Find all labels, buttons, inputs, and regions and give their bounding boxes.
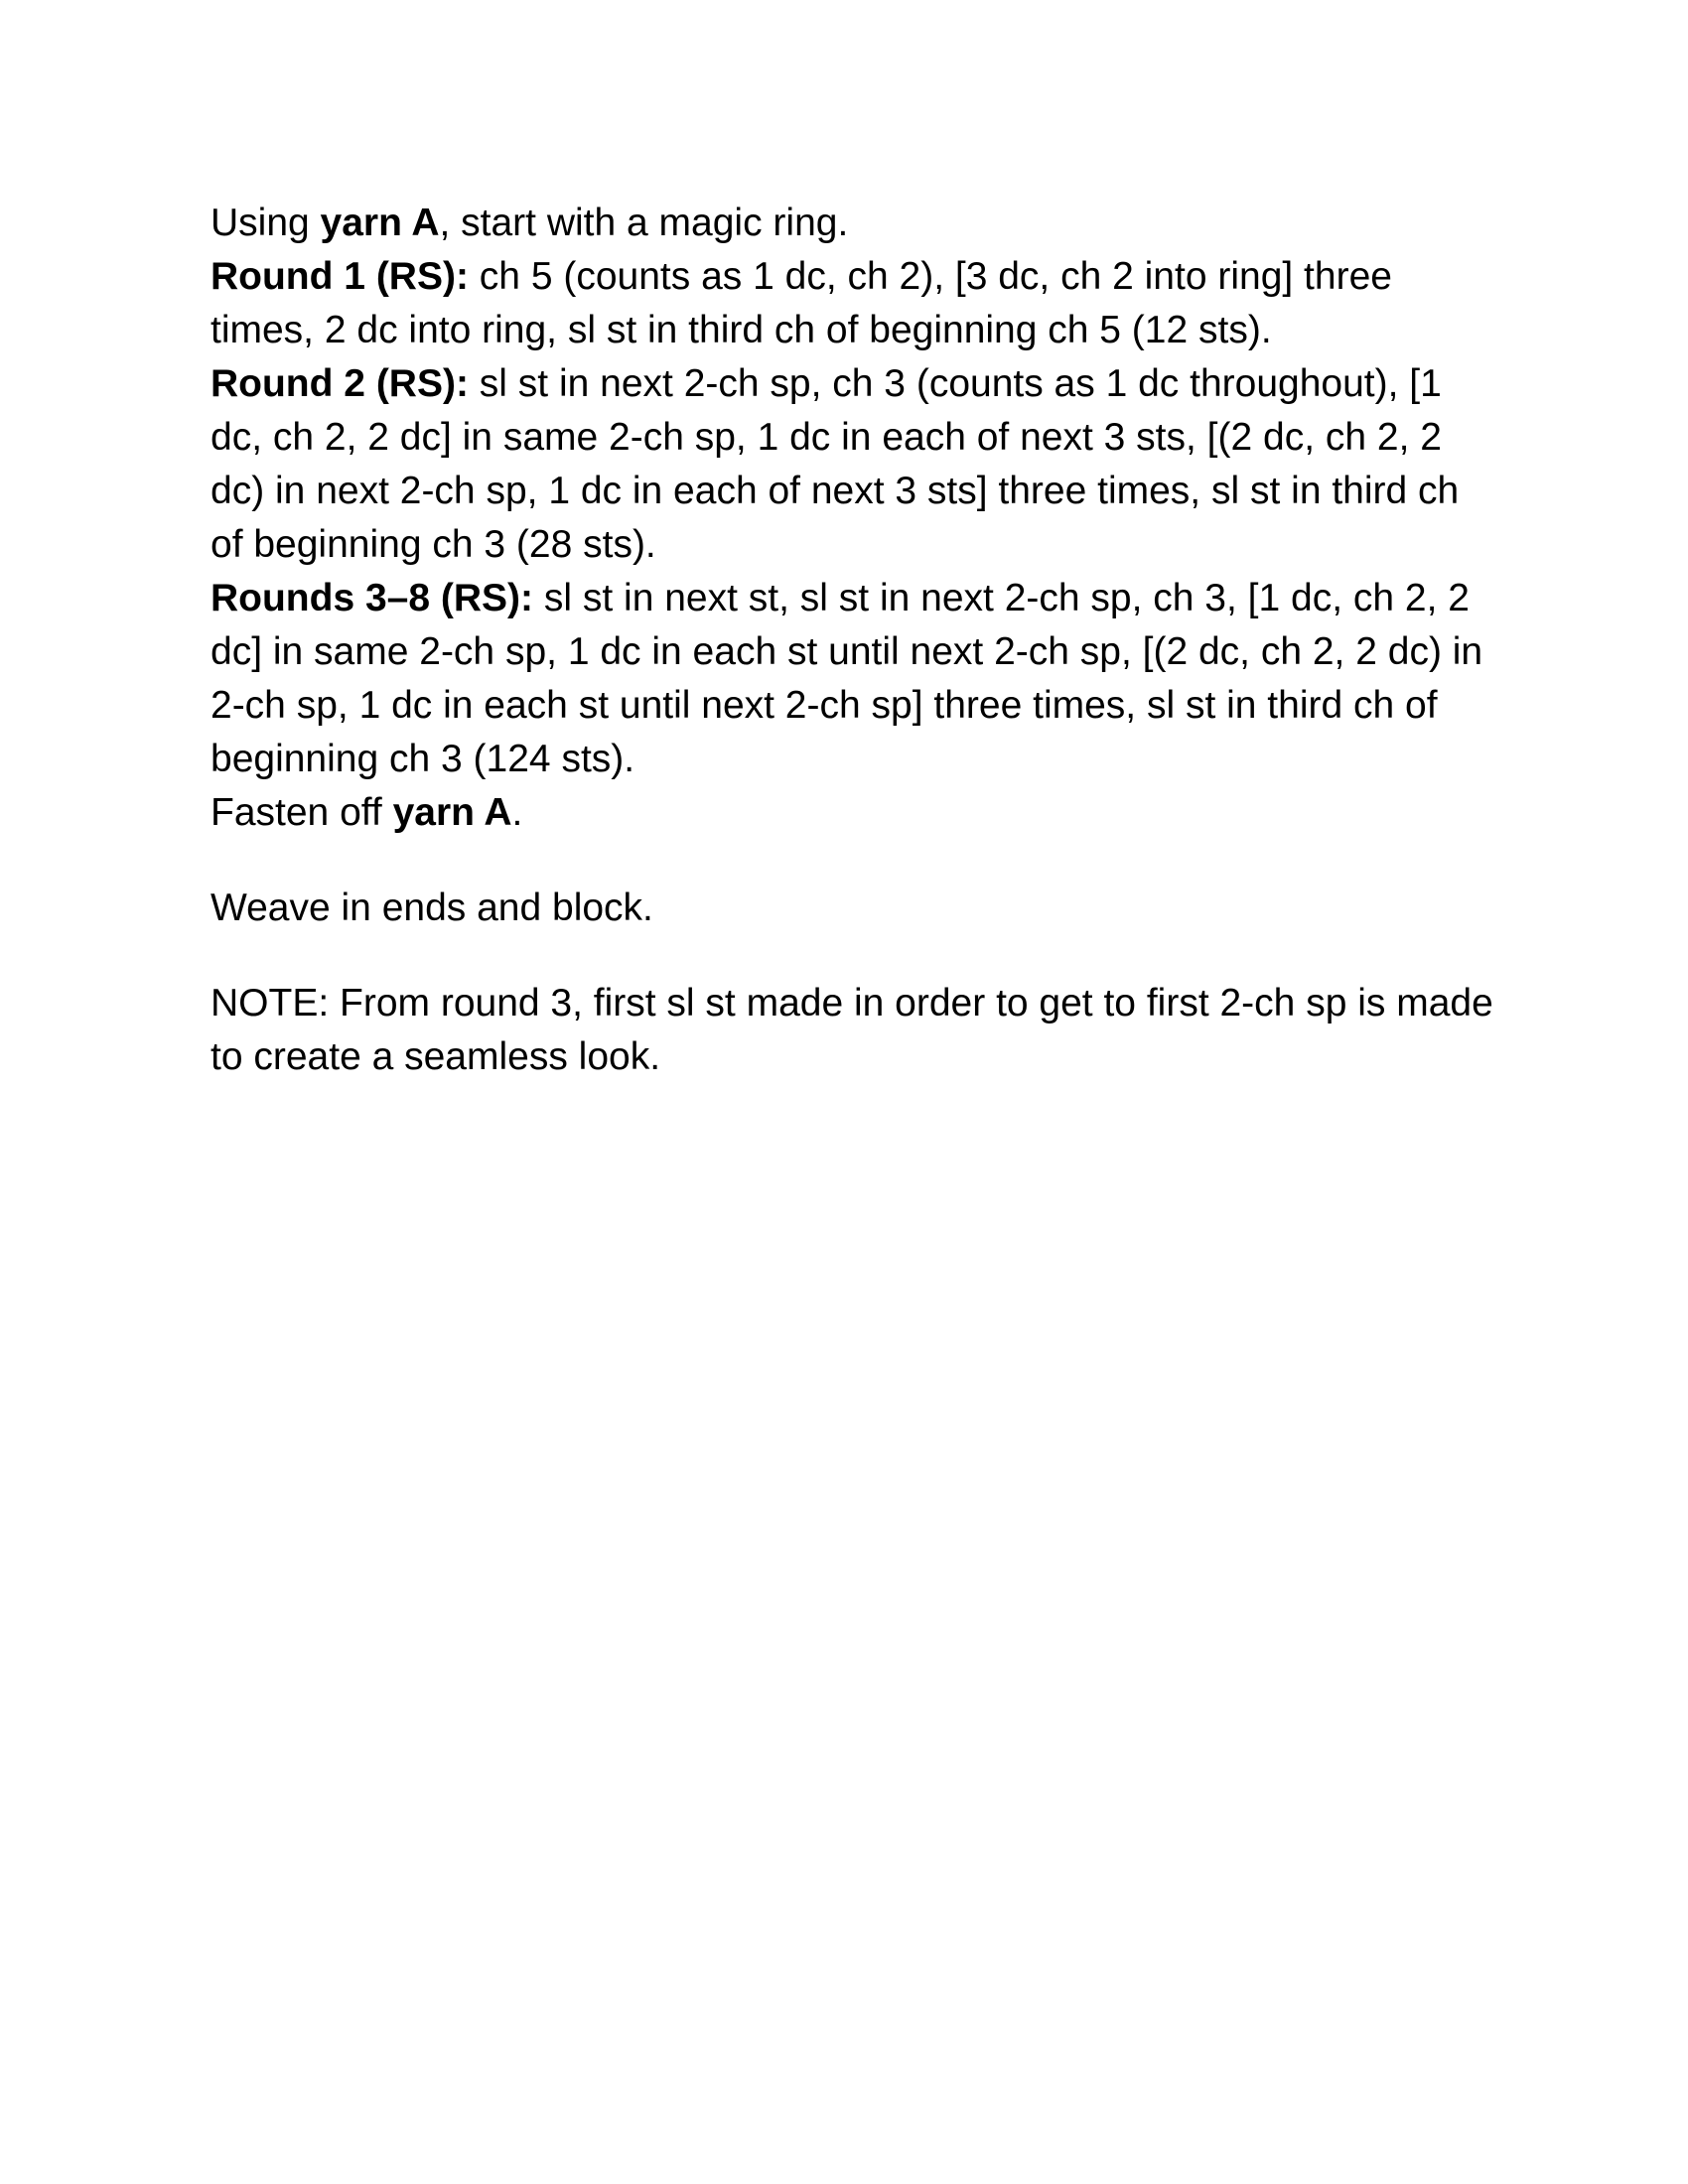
intro-text-after: , start with a magic ring. (439, 202, 849, 244)
note-paragraph: NOTE: From round 3, first sl st made in order to get to first 2-ch sp is made to create a seamless look. (211, 982, 1493, 1078)
round-2-instruction (211, 357, 1501, 572)
intro-yarn-label: yarn A (320, 202, 440, 244)
intro-line (211, 197, 1501, 250)
intro-text-before: Using (211, 202, 321, 244)
round-2-label: Round 2 (RS): (211, 362, 469, 405)
fasten-yarn-label: yarn A (392, 791, 512, 834)
rounds-3-8-label: Rounds 3–8 (RS): (211, 577, 534, 619)
rounds-3-8-text: sl st in next st, sl st in next 2-ch sp, ch 3, [1 dc, ch 2, 2 dc] in same 2-ch sp, 1 dc in each st until next 2-ch sp, [(2 dc, ch 2, 2 dc) in 2-ch sp, 1 dc in each st until next 2-ch sp] three times, sl st in third ch of beginning ch 3 (124 sts). (211, 577, 1483, 780)
document-page (211, 197, 1501, 1084)
round-1-text: ch 5 (counts as 1 dc, ch 2), [3 dc, ch 2 into ring] three times, 2 dc into ring, sl st in third ch of beginning ch 5 (12 sts). (211, 255, 1392, 351)
round-1-label: Round 1 (RS): (211, 255, 469, 298)
fasten-text-after: . (511, 791, 523, 834)
rounds-3-8-instruction (211, 572, 1501, 786)
weave-in-line: Weave in ends and block. (211, 887, 653, 929)
fasten-off-line (211, 786, 1501, 840)
fasten-text-before: Fasten off (211, 791, 393, 834)
round-1-instruction (211, 250, 1501, 357)
round-2-text: sl st in next 2-ch sp, ch 3 (counts as 1 dc throughout), [1 dc, ch 2, 2 dc] in same 2-ch sp, 1 dc in each of next 3 sts, [(2 dc, ch 2, 2 dc) in next 2-ch sp, 1 dc in each of next 3 sts] three times, sl st in third ch of beginning ch 3 (28 sts). (211, 362, 1460, 566)
